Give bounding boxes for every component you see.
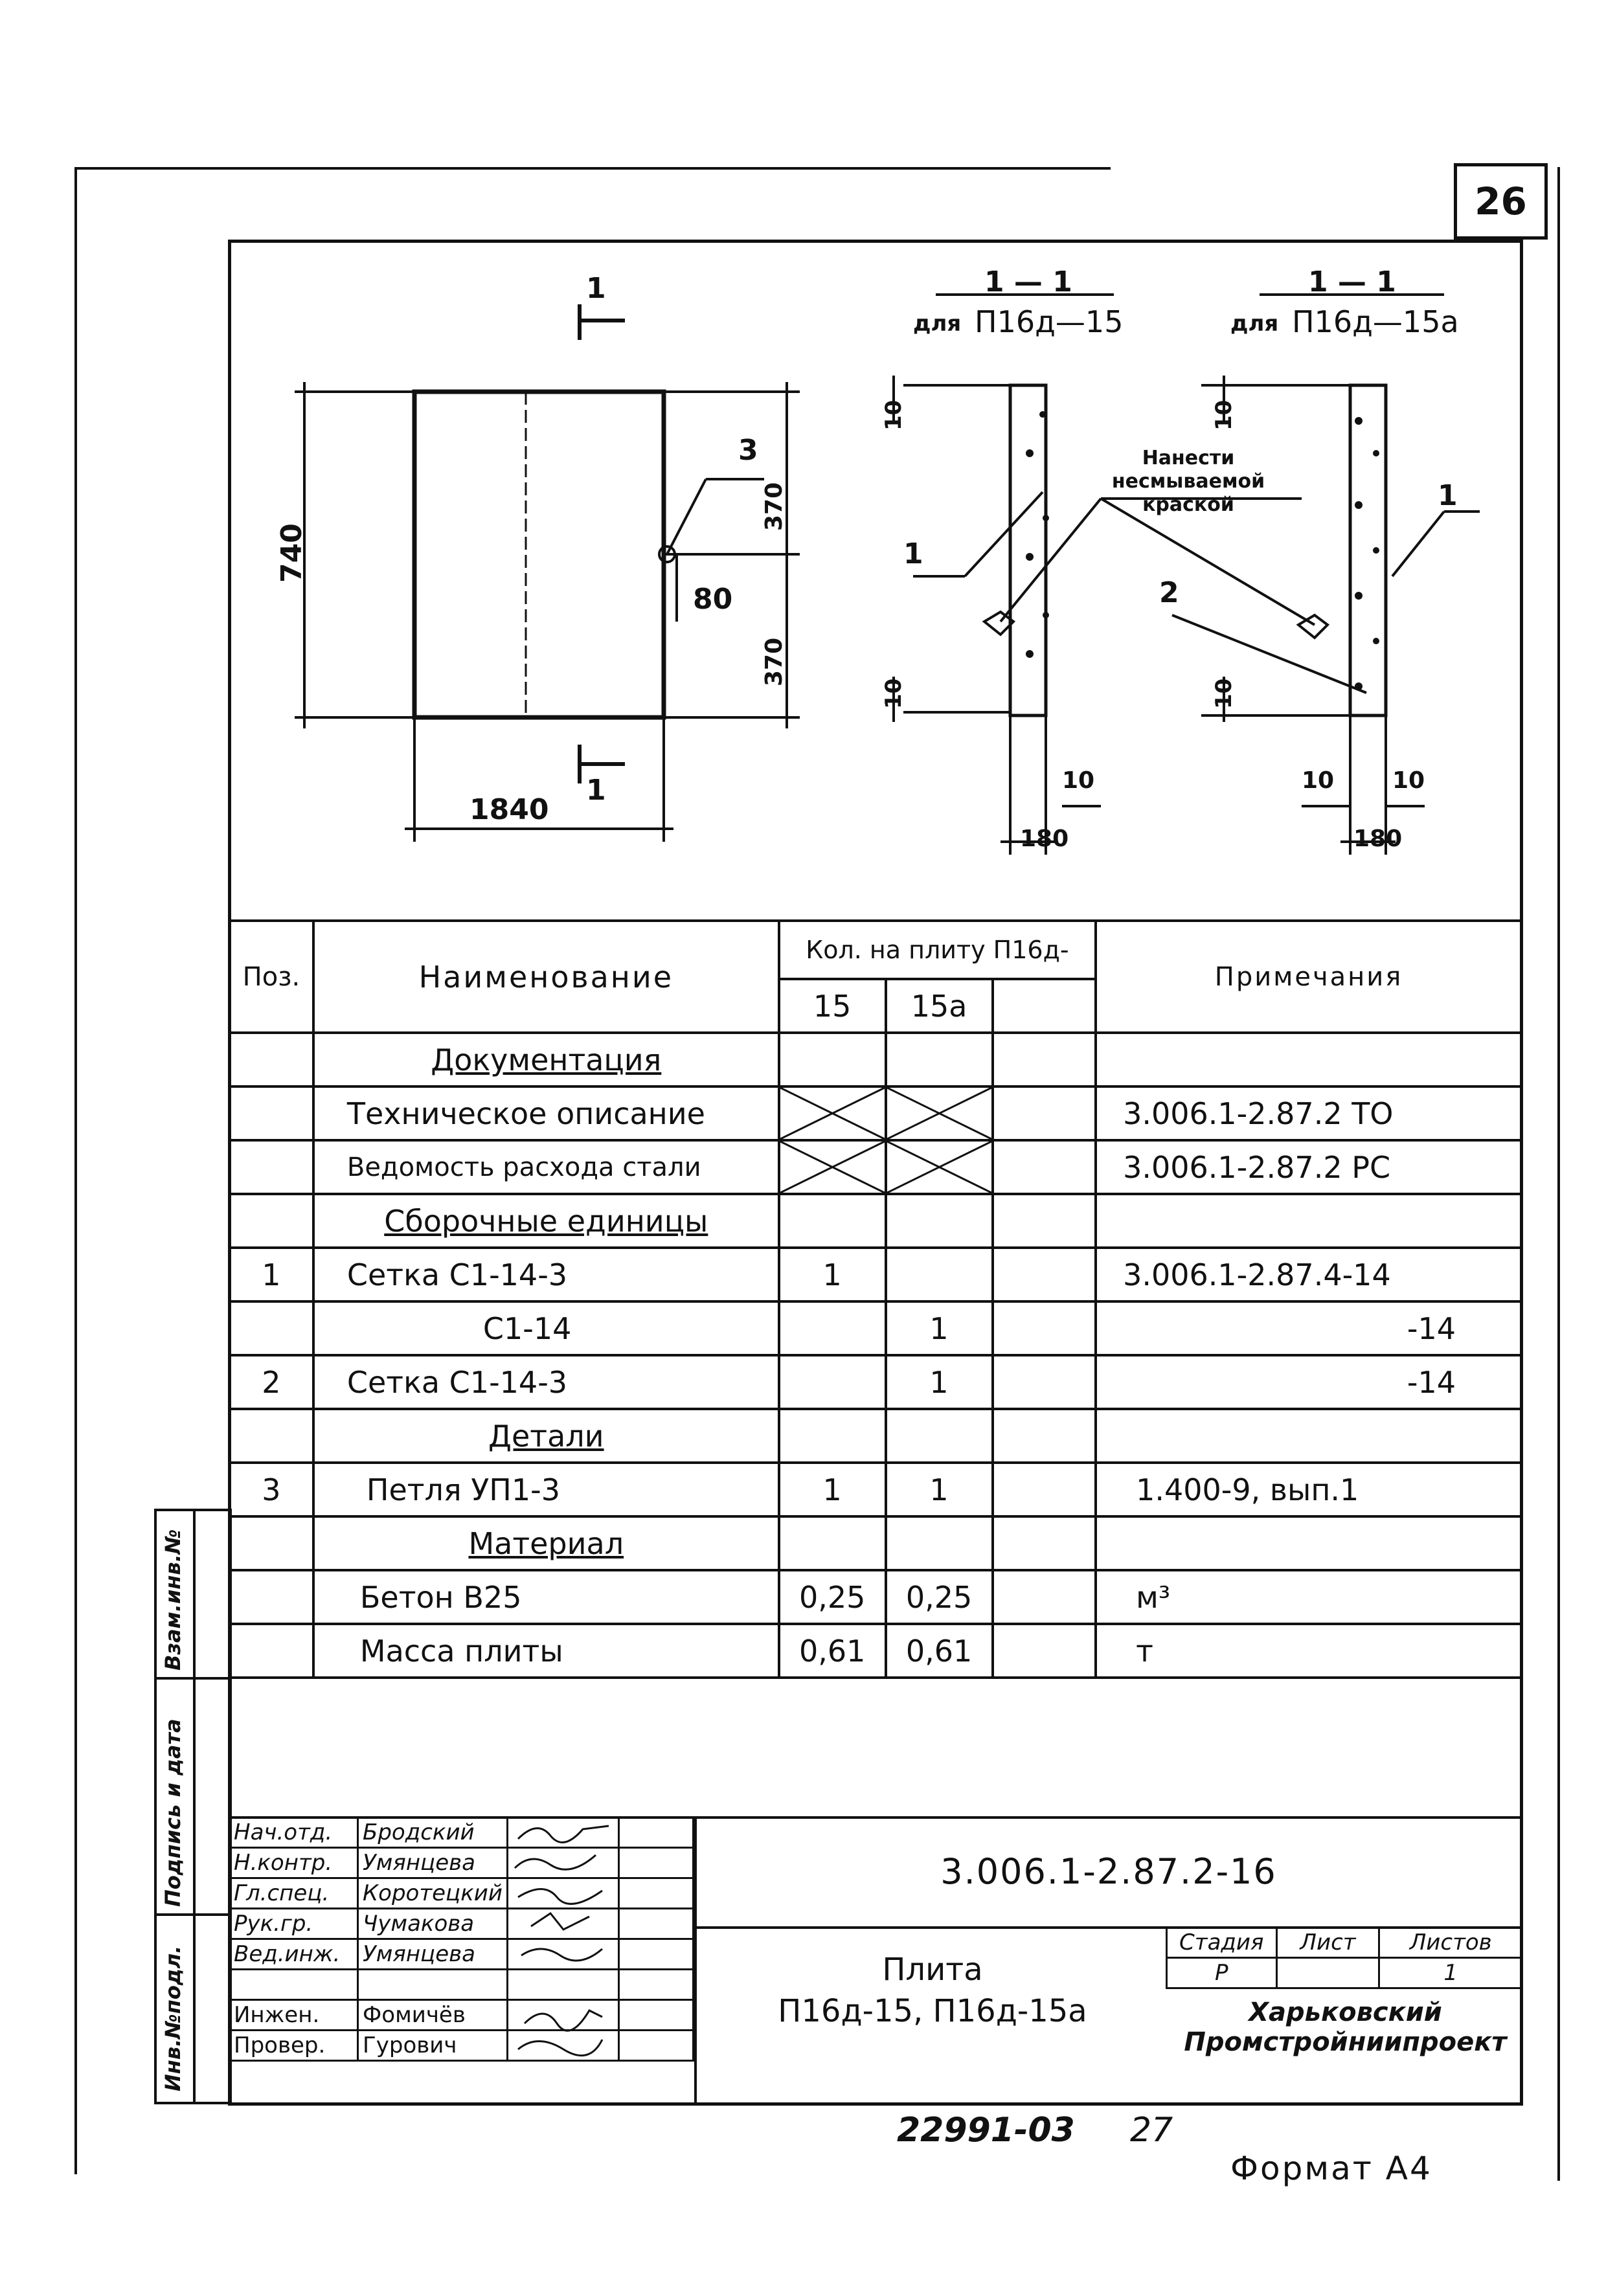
signature-name: Гурович: [358, 2031, 508, 2061]
cell-q15a: [886, 1033, 993, 1086]
table-row: [229, 1516, 1522, 1570]
cell-name: Техническое описание: [313, 1086, 779, 1140]
cell-note: [1096, 1194, 1522, 1248]
table-row: [229, 1194, 1522, 1248]
cell-name-section: Детали: [313, 1409, 779, 1463]
format-label: Формат А4: [1230, 2150, 1432, 2187]
section-15-subtitle: П16д—15: [975, 304, 1124, 339]
section-mark-top-label: 1: [586, 272, 606, 305]
cell-q15: 1: [779, 1248, 886, 1301]
signature-row: [229, 1878, 694, 1909]
signature-role: Вед.инж.: [229, 1939, 358, 1970]
org-line1: Харьковский: [1249, 1998, 1442, 2027]
org-line2: Промстройниипроект: [1184, 2027, 1507, 2057]
cell-q15a: 0,61: [886, 1624, 993, 1678]
cell-q15a: [886, 1248, 993, 1301]
cell-name: Масса плиты: [313, 1624, 779, 1678]
doc-code-box: [694, 1816, 1523, 1926]
section-15-callout-mesh: 1: [903, 537, 923, 570]
plate-plan-outline: [414, 392, 664, 717]
cell-q15: [779, 1516, 886, 1570]
header-pos: Поз.: [229, 921, 313, 1033]
dim-length: 1840: [469, 793, 549, 826]
cell-q15a: 1: [886, 1355, 993, 1409]
side-strip-inner: [193, 1509, 196, 2104]
spec-table: [228, 919, 1523, 1679]
spec-header-row-1: [229, 921, 1522, 979]
section-15-note: [1078, 447, 1298, 517]
cell-empty: [993, 1624, 1096, 1678]
section-15-title: 1 — 1: [984, 265, 1072, 298]
cell-q15: 1: [779, 1463, 886, 1516]
cell-empty: [993, 1301, 1096, 1355]
sheet-number: 26: [1475, 179, 1527, 223]
section-15a-callout-mesh2: 2: [1159, 576, 1179, 609]
cell-name: Бетон В25: [313, 1570, 779, 1624]
cell-note: 3.006.1-2.87.4-14: [1096, 1248, 1522, 1301]
stage-table: [1166, 1926, 1523, 1989]
signature-role: Провер.: [229, 2031, 358, 2061]
cell-empty: [993, 1516, 1096, 1570]
header-qty-empty: [993, 979, 1096, 1033]
cell-name: Сетка С1-14-3: [313, 1248, 779, 1301]
signature-name: Умянцева: [358, 1848, 508, 1878]
signature-role: [229, 1970, 358, 2000]
cell-name-section: Сборочные единицы: [313, 1194, 779, 1248]
section-15a-dim-right: 10: [1392, 767, 1425, 794]
archive-number: 22991-03: [897, 2111, 1075, 2150]
cell-note: 3.006.1-2.87.2 РС: [1096, 1140, 1522, 1194]
cell-q15-crossed: [779, 1140, 886, 1194]
cell-name: Сетка С1-14-3: [313, 1355, 779, 1409]
section-15a-subtitle-prefix: для: [1230, 311, 1279, 337]
signature-name: Бродский: [358, 1818, 508, 1848]
side-label-inv-repl: Взам.инв.№: [161, 1529, 185, 1671]
signature-name: Чумакова: [358, 1909, 508, 1939]
sheet-value: [1276, 1958, 1379, 1988]
page-number: 27: [1130, 2111, 1173, 2150]
cell-pos: 3: [229, 1463, 313, 1516]
table-row: [229, 1624, 1522, 1678]
cell-pos: [229, 1140, 313, 1194]
dim-half-bottom: 370: [761, 637, 787, 686]
cell-empty: [993, 1409, 1096, 1463]
cell-note: [1096, 1033, 1522, 1086]
cell-note: м³: [1096, 1570, 1522, 1624]
section-15a-dim-left: 10: [1302, 767, 1335, 794]
cell-note: т: [1096, 1624, 1522, 1678]
signature-row: [229, 2031, 694, 2061]
table-row: [229, 1463, 1522, 1516]
signature-name: Фомичёв: [358, 2000, 508, 2031]
cell-q15a: [886, 1409, 993, 1463]
signature-date: [619, 2031, 694, 2061]
cell-q15a: [886, 1516, 993, 1570]
dim-half-top: 370: [761, 482, 787, 531]
table-row: [229, 1086, 1522, 1140]
signature-role: Гл.спец.: [229, 1878, 358, 1909]
signature-date: [619, 1818, 694, 1848]
cell-pos: [229, 1194, 313, 1248]
dim-loop: 80: [693, 583, 733, 616]
table-row: [229, 1248, 1522, 1301]
cell-q15a: [886, 1194, 993, 1248]
signature-role: Нач.отд.: [229, 1818, 358, 1848]
stage-value-row: [1167, 1958, 1522, 1988]
cell-pos: [229, 1516, 313, 1570]
cell-name: Петля УП1-3: [313, 1463, 779, 1516]
cell-q15: [779, 1355, 886, 1409]
signature-role: Рук.гр.: [229, 1909, 358, 1939]
section-15-dim-top: 10: [881, 400, 907, 431]
title-line1: Плита: [882, 1952, 983, 1988]
header-name: Наименование: [313, 921, 779, 1033]
signature-date: [619, 1939, 694, 1970]
cell-q15-crossed: [779, 1086, 886, 1140]
cell-empty: [993, 1248, 1096, 1301]
signature-row: [229, 1939, 694, 1970]
title-line2: П16д-15, П16д-15а: [778, 1993, 1087, 2029]
table-row: [229, 1140, 1522, 1194]
signature-name: Умянцева: [358, 1939, 508, 1970]
section-15-subtitle-prefix: для: [913, 311, 962, 337]
header-notes: Примечания: [1096, 921, 1522, 1033]
callout-loop: 3: [738, 434, 758, 467]
cell-pos: [229, 1570, 313, 1624]
section-15a-dim-top: 10: [1211, 400, 1237, 431]
cell-note: 3.006.1-2.87.2 ТО: [1096, 1086, 1522, 1140]
cell-q15: [779, 1194, 886, 1248]
section-15a-title: 1 — 1: [1308, 265, 1396, 298]
stage-header-row: [1167, 1928, 1522, 1958]
header-qty-group: Кол. на плиту П16д-: [779, 921, 1096, 979]
sheets-label: Листов: [1379, 1928, 1522, 1958]
cell-note: [1096, 1409, 1522, 1463]
signature-role: Н.контр.: [229, 1848, 358, 1878]
cell-name: С1-14: [313, 1301, 779, 1355]
cell-q15: 0,61: [779, 1624, 886, 1678]
signature-date: [619, 1909, 694, 1939]
cell-empty: [993, 1194, 1096, 1248]
section-15-dim-bottom: 10: [881, 678, 907, 709]
stage-value: Р: [1167, 1958, 1277, 1988]
cell-note: 1.400-9, вып.1: [1096, 1463, 1522, 1516]
cell-pos: [229, 1624, 313, 1678]
signature-role: Инжен.: [229, 2000, 358, 2031]
cell-name-section: Документация: [313, 1033, 779, 1086]
signature-row: [229, 2000, 694, 2031]
drawing-area: [0, 0, 1617, 919]
signature-row: [229, 1818, 694, 1848]
cell-pos: [229, 1033, 313, 1086]
cell-empty: [993, 1463, 1096, 1516]
cell-note: [1096, 1516, 1522, 1570]
doc-code: 3.006.1-2.87.2-16: [940, 1851, 1277, 1892]
cell-pos: [229, 1301, 313, 1355]
cell-pos: [229, 1409, 313, 1463]
table-row: [229, 1301, 1522, 1355]
stage-label: Стадия: [1167, 1928, 1277, 1958]
signature-row: [229, 1970, 694, 2000]
table-row: [229, 1355, 1522, 1409]
cell-q15: 0,25: [779, 1570, 886, 1624]
signature-row: [229, 1848, 694, 1878]
cell-empty: [993, 1140, 1096, 1194]
signature-scribbles: [505, 1816, 622, 2060]
cell-empty: [993, 1355, 1096, 1409]
cell-note: -14: [1096, 1301, 1522, 1355]
sheets-value: 1: [1379, 1958, 1522, 1988]
signature-date: [619, 1878, 694, 1909]
cell-pos: 1: [229, 1248, 313, 1301]
signature-name: Коротецкий: [358, 1878, 508, 1909]
signature-table: [228, 1816, 694, 2062]
title-text: [699, 1949, 1166, 2032]
cell-pos: 2: [229, 1355, 313, 1409]
cell-name-section: Материал: [313, 1516, 779, 1570]
cell-q15: [779, 1409, 886, 1463]
table-row: [229, 1409, 1522, 1463]
cell-empty: [993, 1570, 1096, 1624]
signature-name: [358, 1970, 508, 2000]
dim-width: 740: [275, 523, 308, 583]
organization: [1169, 1998, 1522, 2057]
cell-q15a: 1: [886, 1463, 993, 1516]
section-15-dim-thickness: 180: [1020, 826, 1069, 852]
cell-q15a-crossed: [886, 1086, 993, 1140]
side-label-inv-orig: Инв.№подл.: [161, 1945, 185, 2091]
table-row: [229, 1033, 1522, 1086]
section-15a-callout-mesh1: 1: [1438, 479, 1458, 512]
table-row: [229, 1570, 1522, 1624]
section-15-note-text: Нанести несмываемой краской: [1111, 447, 1265, 516]
cell-name: Ведомость расхода стали: [313, 1140, 779, 1194]
cell-note: -14: [1096, 1355, 1522, 1409]
cell-empty: [993, 1033, 1096, 1086]
section-mark-bottom-label: 1: [586, 774, 606, 807]
signature-row: [229, 1909, 694, 1939]
cell-q15a-crossed: [886, 1140, 993, 1194]
sheet-label: Лист: [1276, 1928, 1379, 1958]
signature-date: [619, 1848, 694, 1878]
section-15a-dim-bottom: 10: [1211, 678, 1237, 709]
side-label-sign-date: Подпись и дата: [161, 1718, 185, 1907]
header-qty-15: 15: [779, 979, 886, 1033]
cell-q15a: 0,25: [886, 1570, 993, 1624]
cell-q15: [779, 1301, 886, 1355]
cell-empty: [993, 1086, 1096, 1140]
cell-q15: [779, 1033, 886, 1086]
section-15a-subtitle: П16д—15а: [1292, 304, 1459, 339]
signature-date: [619, 2000, 694, 2031]
header-qty-15a: 15а: [886, 979, 993, 1033]
section-15a-dim-thickness: 180: [1353, 826, 1403, 852]
signature-date: [619, 1970, 694, 2000]
cell-q15a: 1: [886, 1301, 993, 1355]
section-15-dim-side: 10: [1062, 767, 1095, 794]
cell-pos: [229, 1086, 313, 1140]
